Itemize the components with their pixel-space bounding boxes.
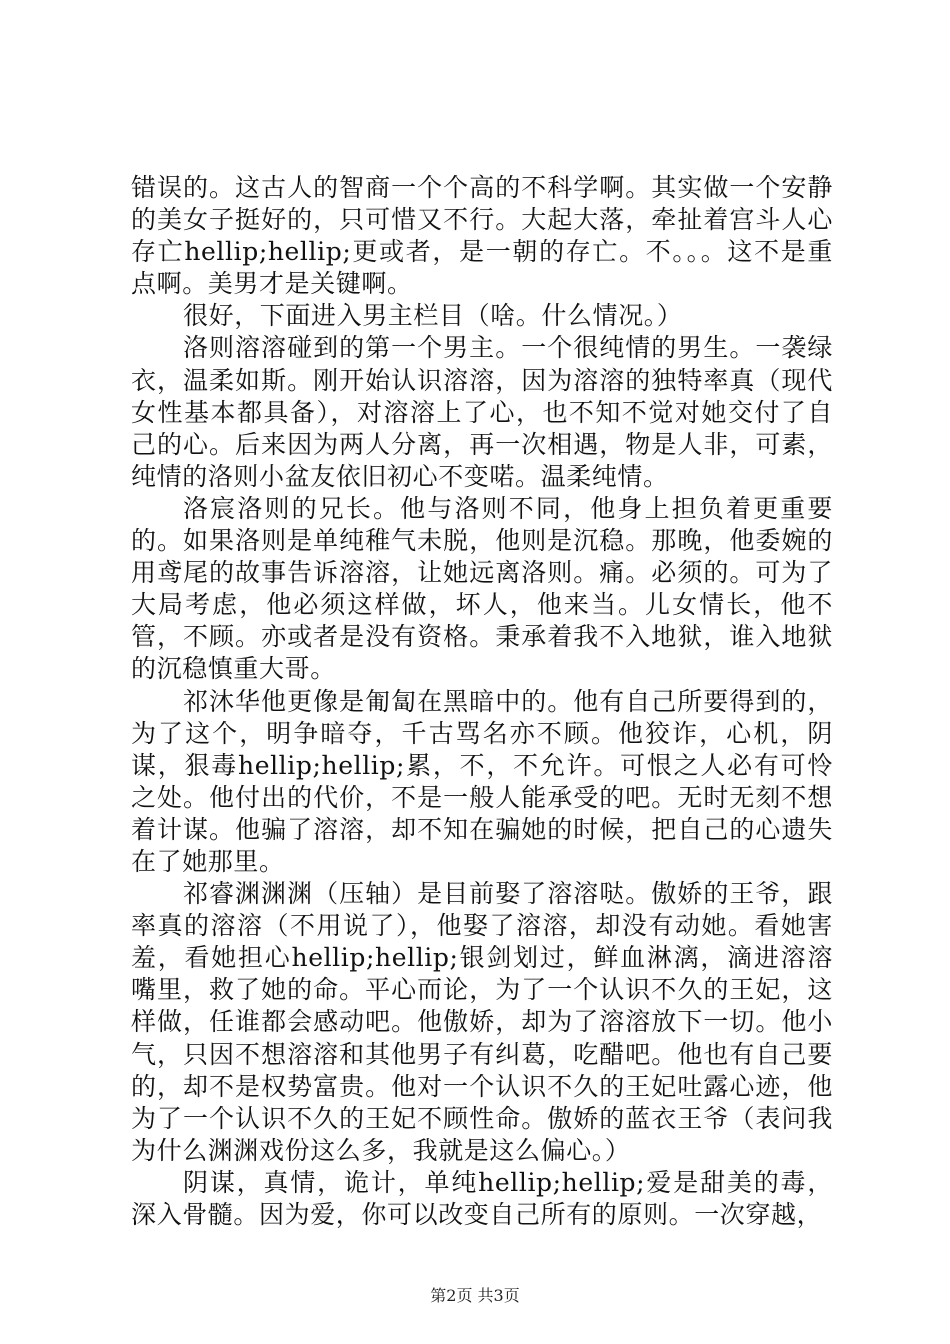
paragraph-5: 祁沐华他更像是匍匐在黑暗中的。他有自己所要得到的，为了这个，明争暗夺，千古骂名亦不顾。他狡诈，心机，阴谋，狠毒hellip;hellip;累，不，不允许。可恨之人必有可怜之处。他付出的代价，不是一般人能承受的吧。无时无刻不想着计谋。他骗了溶溶，却不知在骗她的时候，把自己的心遗失在了她那里。 bbox=[131, 686, 833, 876]
paragraph-3: 洛则溶溶碰到的第一个男主。一个很纯情的男生。一袭绿衣，温柔如斯。刚开始认识溶溶，因为溶溶的独特率真（现代女性基本都具备），对溶溶上了心，也不知不觉对她交付了自己的心。后来因为两人分离，再一次相遇，物是人非，可素，纯情的洛则小盆友依旧初心不变喏。温柔纯情。 bbox=[131, 333, 833, 491]
paragraph-7: 阴谋，真情，诡计，单纯hellip;hellip;爱是甜美的毒，深入骨髓。因为爱，你可以改变自己所有的原则。一次穿越， bbox=[131, 1167, 833, 1229]
paragraph-6: 祁睿渊渊渊（压轴）是目前娶了溶溶哒。傲娇的王爷，跟率真的溶溶（不用说了），他娶了溶溶，却没有动她。看她害羞，看她担心hellip;hellip;银剑划过，鲜血淋漓，滴进溶溶嘴里，救了她的命。平心而论，为了一个认识不久的王妃，这样做，任谁都会感动吧。他傲娇，却为了溶溶放下一切。他小气，只因不想溶溶和其他男子有纠葛，吃醋吧。他也有自己要的，却不是权势富贵。他对一个认识不久的王妃吐露心迹，他为了一个认识不久的王妃不顾性命。傲娇的蓝衣王爷（表问我为什么渊渊戏份这么多，我就是这么偏心。） bbox=[131, 879, 833, 1165]
page-footer: 第2页 共3页 bbox=[430, 1286, 520, 1305]
paragraph-4: 洛宸洛则的兄长。他与洛则不同，他身上担负着更重要的。如果洛则是单纯稚气未脱，他则是沉稳。那晚，他委婉的用鸢尾的故事告诉溶溶，让她远离洛则。痛。必须的。可为了大局考虑，他必须这样做，坏人，他来当。儿女情长，他不管，不顾。亦或者是没有资格。秉承着我不入地狱，谁入地狱的沉稳慎重大哥。 bbox=[131, 493, 833, 684]
document-body bbox=[131, 172, 833, 1231]
paragraph-1: 错误的。这古人的智商一个个高的不科学啊。其实做一个安静的美女子挺好的，只可惜又不行。大起大落，牵扯着宫斗人心存亡hellip;hellip;更或者，是一朝的存亡。不。。。这不是重点啊。美男才是关键啊。 bbox=[131, 173, 833, 299]
paragraph-2: 很好，下面进入男主栏目（啥。什么情况。） bbox=[183, 301, 683, 331]
